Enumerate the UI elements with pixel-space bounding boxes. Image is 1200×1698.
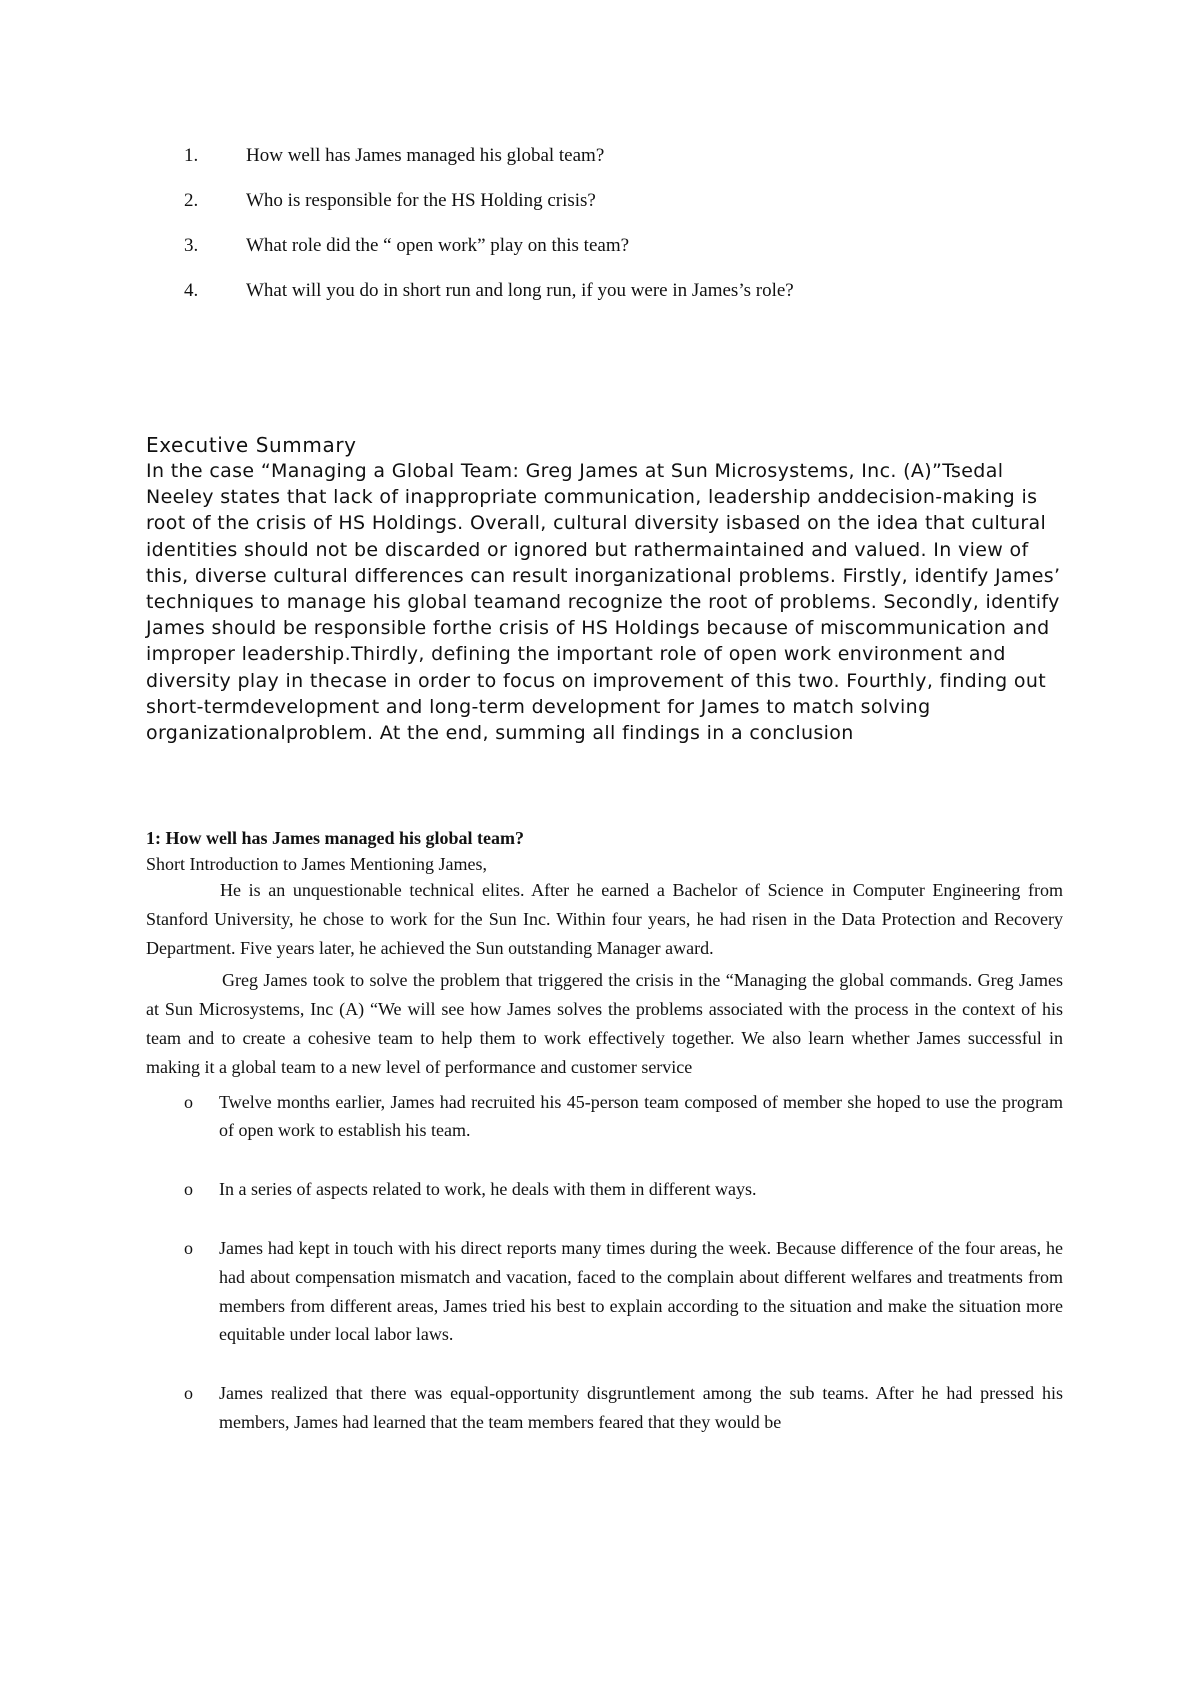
question-text: Who is responsible for the HS Holding crisis? bbox=[246, 190, 596, 211]
question-item bbox=[184, 145, 1084, 190]
question-item bbox=[184, 280, 1084, 325]
executive-summary-body: In the case “Managing a Global Team: Greg James at Sun Microsystems, Inc. (A)”Tsedal Neeley states that lack of inappropriate communication, leadership anddecision-making is root of the crisis of HS Holdings. Overall, cultural diversity isbased on the idea that cultural identities should not be discarded or ignored but rathermaintained and valued. In view of this, diverse cultural differences can result inorganizational problems. Firstly, identify James’ techniques to manage his global teamand recognize the root of problems. Secondly, identify James should be responsible forthe crisis of HS Holdings because of miscommunication and improper leadership.Thirdly, defining the important role of open work environment and diversity play in thecase in order to focus on improvement of this two. Fourthly, finding out short-termdevelopment and long-term development for James to match solving organizationalproblem. At the end, summing all findings in a conclusion bbox=[146, 460, 1061, 745]
section-1-paragraph: Greg James took to solve the problem that triggered the crisis in the “Managing the global commands. Greg James at Sun Microsystems, Inc (A) “We will see how James solves the problems associated with the process in the context of his team and to create a cohesive team to help them to work effectively together. We also learn whether James successful in making it a global team to a new level of performance and customer service bbox=[146, 970, 1063, 1077]
bullet-marker: o bbox=[184, 1179, 193, 1200]
question-text: What will you do in short run and long run, if you were in James’s role? bbox=[246, 280, 794, 301]
question-text: What role did the “ open work” play on this team? bbox=[246, 235, 630, 256]
section-1 bbox=[146, 824, 1063, 1467]
question-item bbox=[184, 190, 1084, 235]
executive-summary-heading: Executive Summary bbox=[146, 433, 357, 457]
bullet-item bbox=[146, 1234, 1063, 1349]
bullet-text: James realized that there was equal-opportunity disgruntlement among the sub teams. After he had pressed his members, James had learned that the team members feared that they would be bbox=[219, 1383, 1063, 1432]
bullet-marker: o bbox=[184, 1237, 193, 1258]
question-number: 4. bbox=[184, 280, 199, 301]
bullet-item bbox=[146, 1175, 1063, 1204]
section-1-subtitle: Short Introduction to James Mentioning James, bbox=[146, 854, 487, 874]
question-item bbox=[184, 235, 1084, 280]
bullet-marker: o bbox=[184, 1383, 193, 1404]
question-number: 3. bbox=[184, 235, 199, 256]
question-text: How well has James managed his global team? bbox=[246, 145, 605, 166]
bullet-text: James had kept in touch with his direct reports many times during the week. Because difference of the four areas, he had about compensation mismatch and vacation, faced to the complain about different welfares and treatments from members from different areas, James tried his best to explain according to the situation and make the situation more equitable under local labor laws. bbox=[219, 1237, 1063, 1345]
question-number: 2. bbox=[184, 190, 199, 211]
bullet-item bbox=[146, 1379, 1063, 1437]
question-list bbox=[184, 145, 1084, 325]
bullet-marker: o bbox=[184, 1091, 193, 1112]
executive-summary bbox=[146, 432, 1076, 746]
bullet-text: Twelve months earlier, James had recruited his 45-person team composed of member she hoped to use the program of open work to establish his team. bbox=[219, 1091, 1063, 1141]
section-1-heading: 1: How well has James managed his global team? bbox=[146, 828, 524, 848]
question-number: 1. bbox=[184, 145, 199, 166]
bullet-list bbox=[146, 1088, 1063, 1437]
section-1-paragraph: He is an unquestionable technical elites. After he earned a Bachelor of Science in Computer Engineering from Stanford University, he chose to work for the Sun Inc. Within four years, he had risen in the Data Protection and Recovery Department. Five years later, he achieved the Sun outstanding Manager award. bbox=[146, 880, 1063, 958]
bullet-text: In a series of aspects related to work, he deals with them in different ways. bbox=[219, 1179, 757, 1200]
bullet-item bbox=[146, 1088, 1063, 1146]
